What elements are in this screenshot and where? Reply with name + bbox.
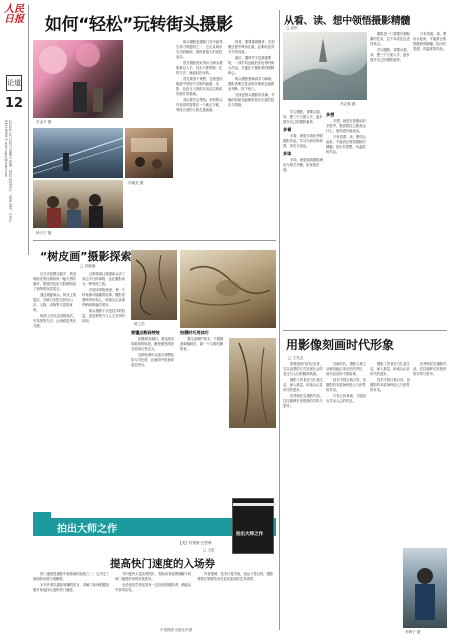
bark-photo-large (180, 250, 276, 328)
section-label (6, 75, 22, 91)
story1-paragraph: 构图上可以尝试框架式、引导线等方法，让画面更具形式感。 (33, 314, 77, 328)
banner-text: 拍出大师之作 (57, 524, 117, 535)
story2-column-a (283, 110, 323, 325)
tree-byline: □ 刘晓溪 (80, 264, 96, 268)
story3-paragraph: 优秀的纪实摄影作品，往往能够引发观者的共鸣与思考。 (413, 362, 447, 376)
story4-column-b (115, 572, 193, 626)
mid-subhead: 拍摄时巧用技巧 (180, 330, 209, 335)
story2-title: 从看、读、想中领悟摄影精髓 (284, 16, 411, 27)
story1-title: 如何“轻松”玩转街头摄影 (45, 15, 233, 35)
story1-column-a (176, 40, 224, 235)
tree-paragraph: 在多次拍摄实践中，我发现树皮的纹理如同一幅天然的画作，斑驳的色彩与肌理构成了独特的视觉语言。 (33, 272, 77, 291)
story3-title: 用影像刻画时代形象 (286, 338, 395, 352)
story1-paragraph: 街头摄影不仅是技术的较量，更是观察力与人文关怀的体现。 (82, 309, 126, 323)
page-number: 12 (5, 96, 24, 111)
story2-photo-caption: 冯志强 摄 (340, 102, 356, 106)
story3-paragraph: 优秀的纪实摄影作品，往往能够引发观者的共鸣与思考。 (283, 394, 323, 408)
story4-paragraph: 无论是初学者还是有一定经验的摄影者，都能从中获得启发。 (115, 583, 192, 592)
story3-photo-caption: 李海宁 摄 (405, 630, 421, 634)
story3-paragraph: 只有心怀真诚，才能拍出打动人心的作品。 (326, 394, 366, 403)
story2-paragraph: 学习摄影，需要从看、读、想三个方面入手，逐步提升自己的摄影素养。 (283, 110, 323, 124)
section-text: 论道 (7, 79, 21, 87)
story2-paragraph: 学习摄影，需要从看、读、想三个方面入手，逐步提升自己的摄影素养。 (370, 48, 410, 62)
story4-paragraph: 书中配有大量实例图片，帮助读者直观理解不同快门速度带来的效果差异。 (115, 572, 192, 581)
story2-column-d (413, 32, 447, 325)
story2-paragraph: 多看，就是多看优秀的摄影作品，学习大师们的构图、用光与表达。 (283, 134, 323, 148)
street-photo-market (125, 128, 173, 178)
bark-tall-texture (229, 338, 276, 428)
story4-title: 提高快门速度的入场券 (110, 558, 215, 570)
story3-paragraph: 技术手段日新月异，但摄影的本质始终是人与世界的对话。 (370, 378, 410, 392)
story3-photo-graphic (403, 548, 447, 628)
story1-paragraph: 首先要善于观察，在熟悉的街道中发现不寻常的画面，光影、色彩与人物的互动往往构成好照片的基础。 (176, 77, 223, 96)
story3-column-a (283, 362, 323, 627)
story1-paragraph: 街头摄影强调真实与瞬间，摄影者要在复杂的环境里迅速做出判断，按下快门。 (228, 77, 275, 91)
story1-paragraph: 光线是街头摄影的灵魂，早晚的斜射光能够营造出丰富的层次与情绪。 (228, 93, 275, 107)
book-cover (232, 498, 274, 554)
photo1-caption: 吕金平 摄 (36, 120, 52, 124)
story3-rule (283, 330, 447, 331)
story2-column-c (370, 32, 410, 325)
mid-paragraph: 拍摄树皮画时，要选择光线柔和的时段，避免强烈的阳光造成反差过大。 (131, 337, 175, 351)
street-photo-crowd (33, 180, 123, 228)
crowd-graphic (33, 180, 123, 228)
tree-column-a (33, 272, 79, 517)
story4-paragraph: 作者强调，技术只是手段，表达才是目的，摄影者要在掌握技术后追求更高的艺术境界。 (197, 572, 274, 581)
bark-photo-tall (229, 338, 276, 428)
bark-texture (131, 250, 177, 320)
lines-graphic (33, 128, 123, 178)
book-title: 拍出大师之作 (236, 532, 263, 537)
story2-photo-graphic (283, 32, 367, 100)
story2-byline: □ 高松 (286, 26, 298, 30)
story1-lower-rule (33, 240, 276, 241)
mid-subhead: 要懂点数码特效 (131, 330, 160, 335)
story1-paragraph: 很多摄影爱好者认为街头摄影难以入手，其实只要掌握一定的方法，就能轻松玩转。 (176, 61, 223, 75)
bark-caption: 树之语 (134, 322, 145, 326)
book-stripe (233, 503, 275, 506)
story4-paragraph: 快门速度是摄影中最基础的参数之一，它决定了画面的动感与清晰度。 (33, 572, 110, 581)
bark-photo-small (131, 250, 177, 320)
story2-subhead: 多想 (326, 112, 335, 117)
photo2-caption: 杨天宁 摄 (36, 231, 52, 235)
story3-column-d (413, 362, 447, 547)
tree-subtitle: “树皮画”摄影探索 (40, 250, 132, 263)
story2-paragraph: 摄影是一门需要长期积累的艺术，急于求成往往适得其反。 (370, 32, 410, 46)
story1-column-b (228, 40, 276, 235)
tree-paragraph: 通过微距镜头，树皮上的裂纹、苔藓与光影交织出山川、人物、动物等丰富的意象。 (33, 293, 77, 312)
story3-photo (403, 548, 447, 628)
tree-column-b (82, 272, 128, 517)
story2-subhead: 多看 (283, 127, 292, 132)
story3-paragraph: 影像是时代的记录者，它以直观的方式呈现社会的变迁与人们的精神风貌。 (283, 362, 323, 376)
story2-column-b (326, 110, 366, 325)
street-photo-flowers (33, 40, 123, 118)
story2-paragraph: 只有将看、读、想结合起来，才能真正领悟摄影的精髓，拍出有思想、有温度的作品。 (413, 32, 447, 51)
market-graphic (125, 128, 173, 178)
story2-subhead: 多读 (283, 151, 292, 156)
logo-text: 人民日报 (4, 4, 24, 25)
story2-photo (283, 32, 367, 100)
column-divider-right (279, 10, 280, 630)
story1-paragraph: 其次要学会等待。好的街头作品常常需要在一个地点守候，等待合适的人物走进画面。 (176, 98, 223, 112)
bark-large-texture (180, 250, 276, 328)
story4-column-c (197, 572, 275, 626)
mid-column-b (180, 330, 226, 520)
story2-paragraph: 多读，就是阅读摄影理论与相关书籍，拓宽知识面。 (283, 158, 323, 172)
story4-paragraph: 本书作者以通俗易懂的语言，讲解了如何根据拍摄对象选择合适的快门速度。 (33, 583, 110, 592)
mid-column-a (131, 330, 177, 520)
story1-paragraph: 在城市的街巷里，每一个转角都可能藏着故事。摄影者要保持好奇心，用镜头记录那些稍纵即逝的美好。 (82, 288, 126, 307)
masthead-info: 2024年12月20日 星期五 责编：舒星 视觉设计：高嘉 电话：0755-83518956 E-mail:sgxy@ssdz.com (4, 120, 12, 223)
book-byline: □ 王虹 (203, 548, 215, 552)
banner-shape (33, 512, 51, 536)
story1-paragraph: 街头摄影是摄影门类中最具生命力的题材之一，它记录城市生活的瞬间，展现普通人的喜怒哀乐。 (176, 40, 223, 59)
photo3-caption: 冯晓光 摄 (128, 181, 144, 185)
mid-paragraph: 要注意保护树木，不要随意剥落树皮，做一个文明的摄影者。 (180, 337, 224, 351)
masthead-divider (28, 5, 29, 255)
story2-paragraph: 只有将看、读、想结合起来，才能真正领悟摄影的精髓，拍出有思想、有温度的作品。 (326, 135, 366, 154)
street-photo-lines (33, 128, 123, 178)
story3-column-b (326, 362, 366, 627)
footer-note: 中国摄影出版社供图 (160, 628, 193, 632)
masthead-logo (4, 5, 30, 31)
flowers-graphic (33, 40, 123, 118)
story3-paragraph: 在新时代，摄影人要主动承担起记录历史的责任，用作品讲好中国故事。 (326, 362, 366, 376)
story3-paragraph: 摄影工作者应当扎根生活，深入基层，用镜头记录时代的进步。 (370, 362, 410, 376)
tree-paragraph: 这种探索让我重新认识了身边平凡的事物，也让摄影成为一种发现之旅。 (82, 272, 126, 286)
story1-paragraph: 最后，器材并不是最重要的，一部手机也能拍出优秀的街头作品，关键在于摄影者的眼睛和心。 (228, 56, 275, 75)
story2-paragraph: 多想，就是在拍摄前后多思考，想清楚自己要表达什么，如何更好地表达。 (326, 119, 366, 133)
book-author: 【美】布鲁斯·巴恩博 (178, 541, 212, 545)
story3-paragraph: 摄影工作者应当扎根生活，深入基层，用镜头记录时代的进步。 (283, 378, 323, 392)
story1-paragraph: 再者，要尊重被摄者，在拍摄过程中保持礼貌，必要时征得对方的同意。 (228, 40, 275, 54)
story4-column-a (33, 572, 111, 626)
story3-byline: □ 王先农 (288, 356, 304, 360)
mid-paragraph: 后期处理可以适当调整色彩与对比度，让画面中的意象更加突出。 (131, 353, 175, 367)
story3-paragraph: 技术手段日新月异，但摄影的本质始终是人与世界的对话。 (326, 378, 366, 392)
